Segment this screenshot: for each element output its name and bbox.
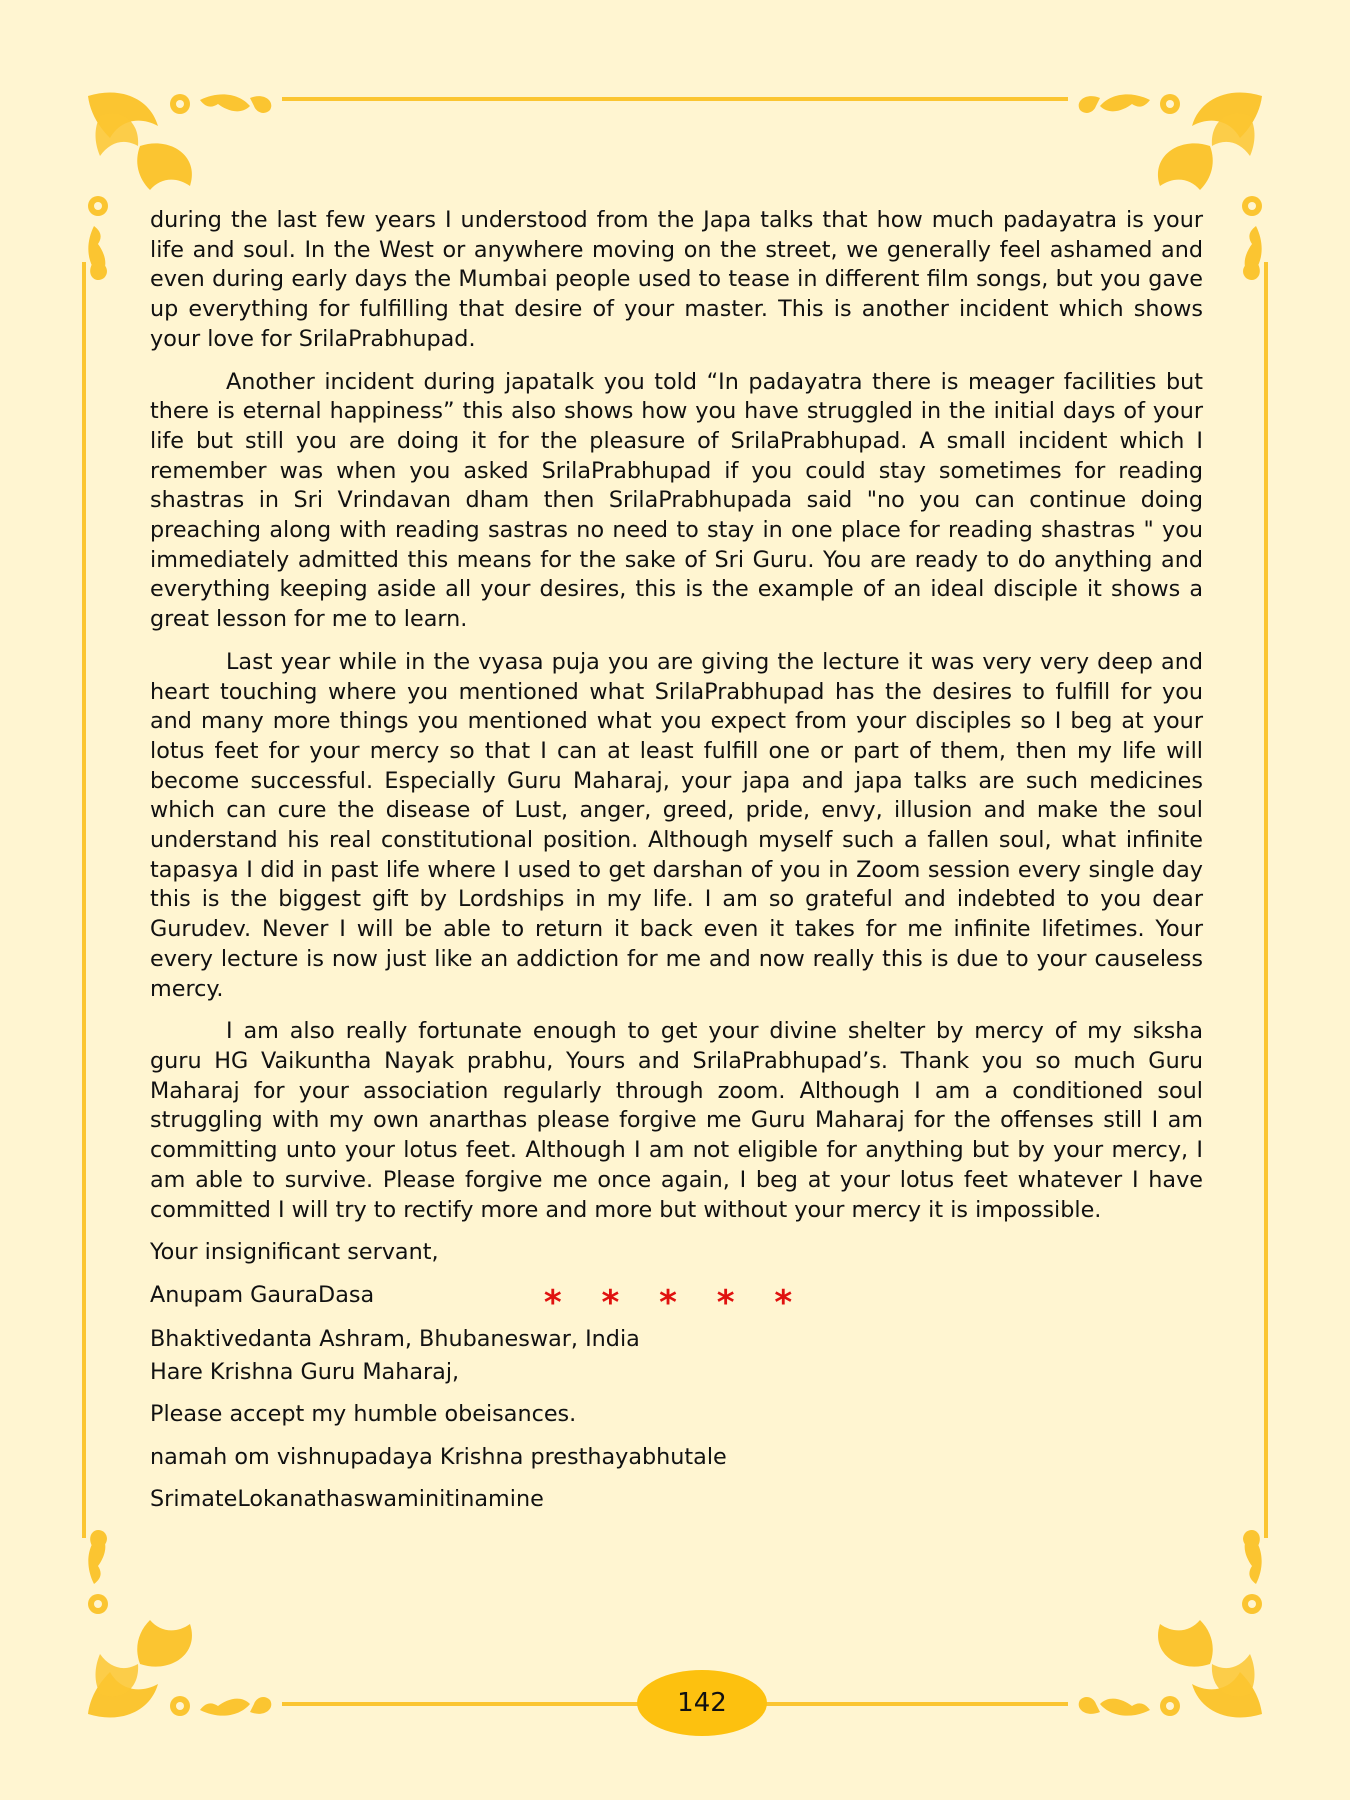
floral-corner-bottom-right-icon <box>1070 1524 1270 1724</box>
section-separator-stars: * * * * * <box>543 1283 807 1323</box>
page-number: 142 <box>677 1688 727 1718</box>
border-line-top <box>282 97 1068 101</box>
signature-place: Bhaktivedanta Ashram, Bhubaneswar, India <box>150 1325 640 1352</box>
salutation: Hare Krishna Guru Maharaj, <box>150 1359 460 1385</box>
page-number-badge <box>637 1670 767 1736</box>
border-line-right <box>1264 262 1268 1538</box>
border-line-bottom-right <box>766 1702 1068 1706</box>
paragraph-3: Last year while in the vyasa puja you are giving the lecture it was very very deep and heart touching where you mentioned what SrilaPrabhupad has the desires to fulfill for you and many more things you mentioned what you expect from your disciples so I beg at your lotus feet for your mercy so that I can at least fulfill one or part of them, then my life will become successful. Especially Guru Maharaj, your japa and japa talks are such medicines which can cure the disease of Lust, anger, greed, pride, envy, illusion and make the soul understand his real constitutional position. Although myself such a fallen soul, what infinite tapasya I did in past life where I used to get darshan of you in Zoom session every single day this is the biggest gift by Lordships in my life. I am so grateful and indebted to you dear Gurudev. Never I will be able to return it back even it takes for me infinite lifetimes. Your every lecture is now just like an addiction for me and now really this is due to your causeless mercy. <box>150 648 1203 1002</box>
letter-body <box>150 206 1203 1368</box>
obeisance-line: Please accept my humble obeisances. <box>150 1401 577 1428</box>
closing-line: Your insignificant servant, <box>150 1239 439 1266</box>
floral-corner-bottom-left-icon <box>80 1524 280 1724</box>
signature-name: Anupam GauraDasa <box>150 1282 375 1309</box>
border-line-bottom-left <box>282 1702 640 1706</box>
paragraph-2: Another incident during japatalk you told “In padayatra there is meager facilities but there is eternal happiness” this also shows how you have struggled in the initial days of your life but still you are doing it for the pleasure of SrilaPrabhupad. A small incident which I remember was when you asked SrilaPrabhupad if you could stay sometimes for reading shastras in Sri Vrindavan dham then SrilaPrabhupada said "no you can continue doing preaching along with reading sastras no need to stay in one place for reading shastras " you immediately admitted this means for the sake of Sri Guru. You are ready to do anything and everything keeping aside all your desires, this is the example of an ideal disciple it shows a great lesson for me to learn. <box>150 368 1203 633</box>
pranama-line-2: SrimateLokanathaswaminitinamine <box>150 1485 544 1512</box>
next-letter-body <box>150 1358 1203 1527</box>
border-line-left <box>82 262 86 1538</box>
pranama-line-1: namah om vishnupadaya Krishna presthayabhutale <box>150 1443 727 1470</box>
paragraph-1: during the last few years I understood from the Japa talks that how much padayatra is your life and soul. In the West or anywhere moving on the street, we generally feel ashamed and even during early days the Mumbai people used to tease in different film songs, but you gave up everything for fulfilling that desire of your master. This is another incident which shows your love for SrilaPrabhupad. <box>150 207 1203 352</box>
paragraph-4: I am also really fortunate enough to get your divine shelter by mercy of my siksha guru HG Vaikuntha Nayak prabhu, Yours and SrilaPrabhupad’s. Thank you so much Guru Maharaj for your association regularly through zoom. Although I am a conditioned soul struggling with my own anarthas please forgive me Guru Maharaj for the offenses still I am committing unto your lotus feet. Although I am not eligible for anything but by your mercy, I am able to survive. Please forgive me once again, I beg at your lotus feet whatever I have committed I will try to rectify more and more but without your mercy it is impossible. <box>150 1018 1203 1223</box>
